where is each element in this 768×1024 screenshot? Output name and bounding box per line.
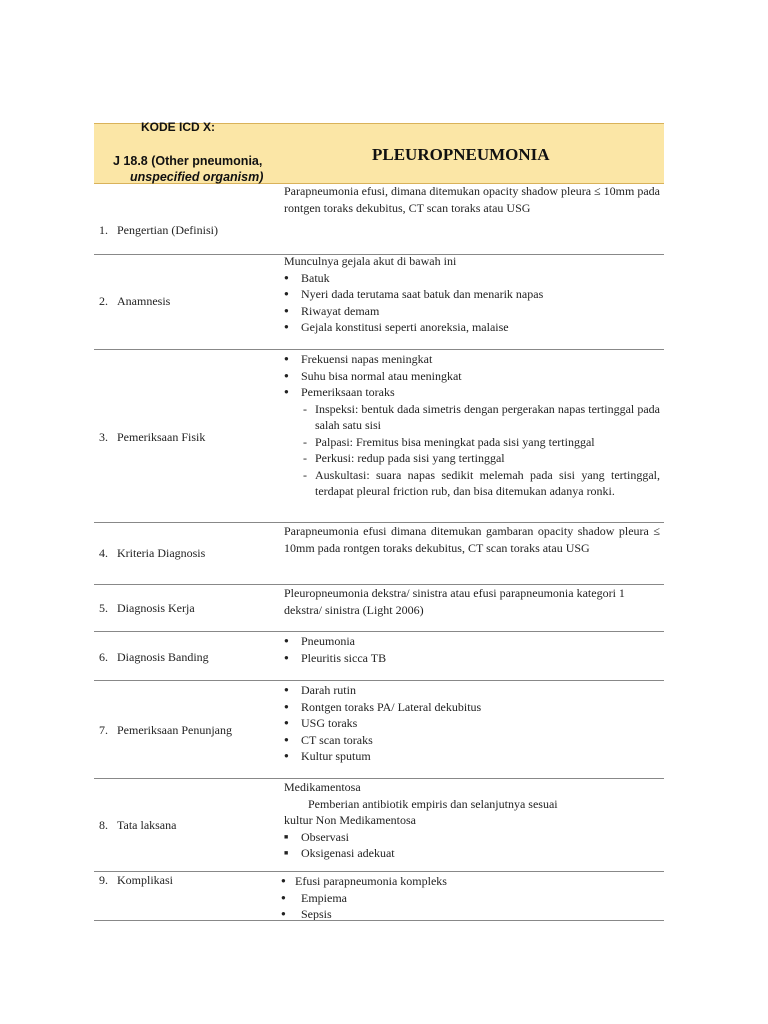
- row-8-content: [284, 779, 660, 862]
- row-number: 4.: [99, 546, 108, 560]
- criteria-text: Parapneumonia efusi dimana ditemukan gambaran opacity shadow pleura ≤ 10mm pada rontgen toraks dekubitus, CT scan toraks atau USG: [284, 524, 660, 555]
- list-item: ● Gejala konstitusi seperti anoreksia, malaise: [284, 319, 660, 336]
- row-2-content: [284, 253, 660, 336]
- row-number: 1.: [99, 223, 108, 237]
- list-item: - Perkusi: redup pada sisi yang tertinggal: [303, 450, 660, 467]
- disease-title: PLEUROPNEUMONIA: [372, 145, 550, 164]
- row-separator: [94, 871, 664, 872]
- row-7-content: [284, 682, 660, 765]
- row-separator: [94, 631, 664, 632]
- list-item: - Inspeksi: bentuk dada simetris dengan pergerakan napas tertinggal pada salah satu sisi: [303, 401, 660, 434]
- row-9-label: [99, 873, 173, 888]
- row-9-content: [281, 873, 657, 923]
- row-3-content: [284, 351, 660, 500]
- non-medication-heading: kultur Non Medikamentosa: [284, 813, 416, 827]
- row-separator: [94, 349, 664, 350]
- row-4-label: [99, 546, 205, 561]
- icd-code-value: J 18.8 (Other pneumonia,: [113, 154, 263, 168]
- row-7-label: [99, 723, 232, 738]
- row-number: 5.: [99, 601, 108, 615]
- row-4-content: [284, 523, 660, 556]
- list-item: ● Nyeri dada terutama saat batuk dan menarik napas: [284, 286, 660, 303]
- list-item: ■ Oksigenasi adekuat: [284, 845, 660, 862]
- row-label-text: Anamnesis: [117, 294, 171, 308]
- row-1-label: [99, 223, 218, 238]
- list-item: - Auskultasi: suara napas sedikit melemah pada sisi yang tertinggal, terdapat pleural friction rub, dan bisa ditemukan adanya ronki.: [303, 467, 660, 500]
- list-item: ● USG toraks: [284, 715, 660, 732]
- row-label-text: Diagnosis Kerja: [117, 601, 195, 615]
- row-6-content: [284, 633, 660, 666]
- list-item: ● Suhu bisa normal atau meningkat: [284, 368, 660, 385]
- row-label-text: Pemeriksaan Fisik: [117, 430, 206, 444]
- list-item: ● Efusi parapneumonia kompleks: [281, 873, 657, 890]
- row-label-text: Pengertian (Definisi): [117, 223, 218, 237]
- row-5-content: [284, 585, 660, 618]
- list-item: ● Frekuensi napas meningkat: [284, 351, 660, 368]
- list-item: ● Pneumonia: [284, 633, 660, 650]
- icd-code-value-cont: unspecified organism): [130, 170, 264, 184]
- thorax-exam-sublist: [284, 401, 660, 500]
- row-1-content: [284, 183, 660, 216]
- supporting-exam-list: [284, 682, 660, 765]
- row-label-text: Diagnosis Banding: [117, 650, 209, 664]
- row-number: 9.: [99, 873, 108, 887]
- list-item: ● Pemeriksaan toraks: [284, 384, 660, 401]
- medication-heading: Medikamentosa: [284, 780, 361, 794]
- anamnesis-intro: Munculnya gejala akut di bawah ini: [284, 254, 457, 268]
- differential-list: [284, 633, 660, 666]
- list-item: - Palpasi: Fremitus bisa meningkat pada sisi yang tertinggal: [303, 434, 660, 451]
- list-item: ● Sepsis: [281, 906, 657, 923]
- row-3-label: [99, 430, 205, 445]
- row-number: 2.: [99, 294, 108, 308]
- list-item: ● CT scan toraks: [284, 732, 660, 749]
- row-2-label: [99, 294, 170, 309]
- physical-exam-list: [284, 351, 660, 401]
- list-item: ● Riwayat demam: [284, 303, 660, 320]
- row-separator: [94, 920, 664, 921]
- medication-text: Pemberian antibiotik empiris dan selanjutnya sesuai: [308, 796, 558, 811]
- row-separator: [94, 680, 664, 681]
- row-number: 7.: [99, 723, 108, 737]
- list-item: ● Rontgen toraks PA/ Lateral dekubitus: [284, 699, 660, 716]
- row-number: 3.: [99, 430, 108, 444]
- list-item: ● Empiema: [281, 890, 657, 907]
- list-item: ● Kultur sputum: [284, 748, 660, 765]
- row-label-text: Pemeriksaan Penunjang: [117, 723, 232, 737]
- list-item: ● Pleuritis sicca TB: [284, 650, 660, 667]
- list-item: ● Batuk: [284, 270, 660, 287]
- icd-code-label: KODE ICD X:: [141, 120, 216, 134]
- row-number: 8.: [99, 818, 108, 832]
- row-number: 6.: [99, 650, 108, 664]
- complication-list: [281, 873, 657, 923]
- definition-text: Parapneumonia efusi, dimana ditemukan opacity shadow pleura ≤ 10mm pada rontgen toraks dekubitus, CT scan toraks atau USG: [284, 184, 660, 215]
- row-label-text: Komplikasi: [117, 873, 173, 887]
- working-diagnosis-text: Pleuropneumonia dekstra/ sinistra atau efusi parapneumonia kategori 1 dekstra/ sinistra (Light 2006): [284, 586, 625, 617]
- row-label-text: Kriteria Diagnosis: [117, 546, 206, 560]
- row-5-label: [99, 601, 195, 616]
- non-medication-list: [284, 829, 660, 862]
- row-8-label: [99, 818, 176, 833]
- row-label-text: Tata laksana: [117, 818, 177, 832]
- anamnesis-list: [284, 270, 660, 336]
- list-item: ● Darah rutin: [284, 682, 660, 699]
- list-item: ■ Observasi: [284, 829, 660, 846]
- row-6-label: [99, 650, 209, 665]
